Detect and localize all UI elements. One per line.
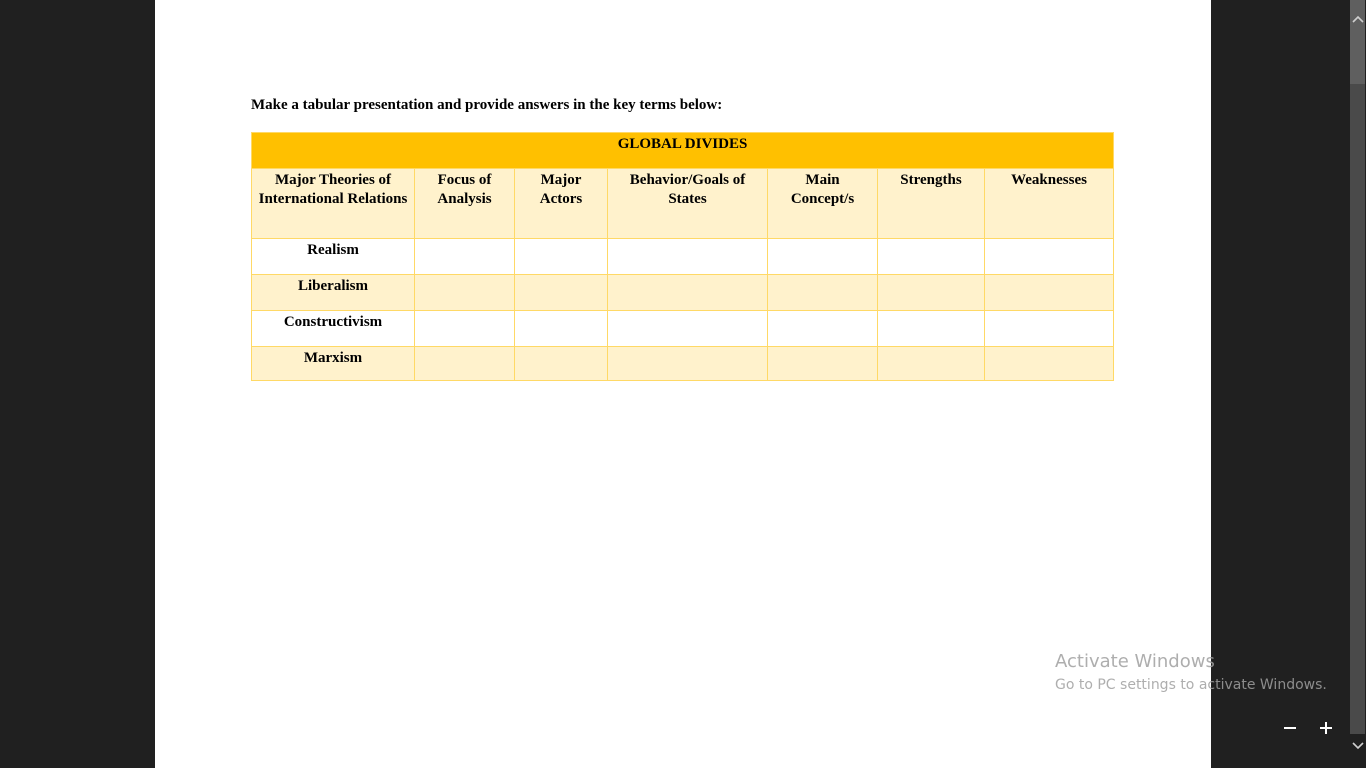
table-cell	[608, 347, 768, 381]
table-cell	[985, 311, 1114, 347]
table-cell	[985, 347, 1114, 381]
table-cell	[515, 275, 608, 311]
plus-icon	[1319, 721, 1333, 735]
table-cell	[985, 239, 1114, 275]
table-row	[252, 311, 1114, 347]
table-cell	[768, 347, 878, 381]
table-cell	[878, 311, 985, 347]
table-cell	[415, 275, 515, 311]
table-row	[252, 239, 1114, 275]
column-header: Strengths	[878, 169, 985, 239]
column-header: Weaknesses	[985, 169, 1114, 239]
document-page	[155, 0, 1211, 768]
table-cell	[415, 311, 515, 347]
table-cell	[515, 347, 608, 381]
table-cell	[608, 275, 768, 311]
table-cell	[878, 239, 985, 275]
zoom-in-button[interactable]	[1314, 716, 1338, 740]
column-header: Focus of Analysis	[415, 169, 515, 239]
table-header-row	[252, 169, 1114, 239]
table-cell	[878, 275, 985, 311]
scroll-down-button[interactable]	[1349, 737, 1366, 754]
watermark-subtitle: Go to PC settings to activate Windows.	[1055, 677, 1327, 693]
table-cell	[768, 239, 878, 275]
instruction-text: Make a tabular presentation and provide answers in the key terms below:	[251, 97, 723, 113]
vertical-scrollbar[interactable]	[1349, 0, 1366, 768]
activate-windows-watermark	[1055, 650, 1327, 696]
table-title-row	[252, 133, 1114, 169]
table-cell	[768, 311, 878, 347]
zoom-out-button[interactable]	[1278, 716, 1302, 740]
table-cell	[515, 311, 608, 347]
scrollbar-track[interactable]	[1350, 84, 1365, 734]
table-cell	[415, 239, 515, 275]
table-cell	[608, 239, 768, 275]
row-label: Realism	[252, 239, 415, 275]
row-label: Liberalism	[252, 275, 415, 311]
column-header: Major Actors	[515, 169, 608, 239]
table-cell	[985, 275, 1114, 311]
scroll-up-button[interactable]	[1349, 10, 1366, 27]
minus-icon	[1283, 721, 1297, 735]
chevron-up-icon	[1352, 15, 1364, 23]
watermark-title: Activate Windows	[1055, 651, 1215, 672]
table-cell	[768, 275, 878, 311]
table-row	[252, 275, 1114, 311]
column-header: Main Concept/s	[768, 169, 878, 239]
table-cell	[515, 239, 608, 275]
column-header: Behavior/Goals of States	[608, 169, 768, 239]
table-row	[252, 347, 1114, 381]
table-cell	[415, 347, 515, 381]
row-label: Constructivism	[252, 311, 415, 347]
global-divides-table	[251, 132, 1114, 381]
table-cell	[608, 311, 768, 347]
column-header: Major Theories of International Relations	[252, 169, 415, 239]
chevron-down-icon	[1352, 742, 1364, 750]
table-title: GLOBAL DIVIDES	[252, 133, 1114, 169]
table-cell	[878, 347, 985, 381]
row-label: Marxism	[252, 347, 415, 381]
